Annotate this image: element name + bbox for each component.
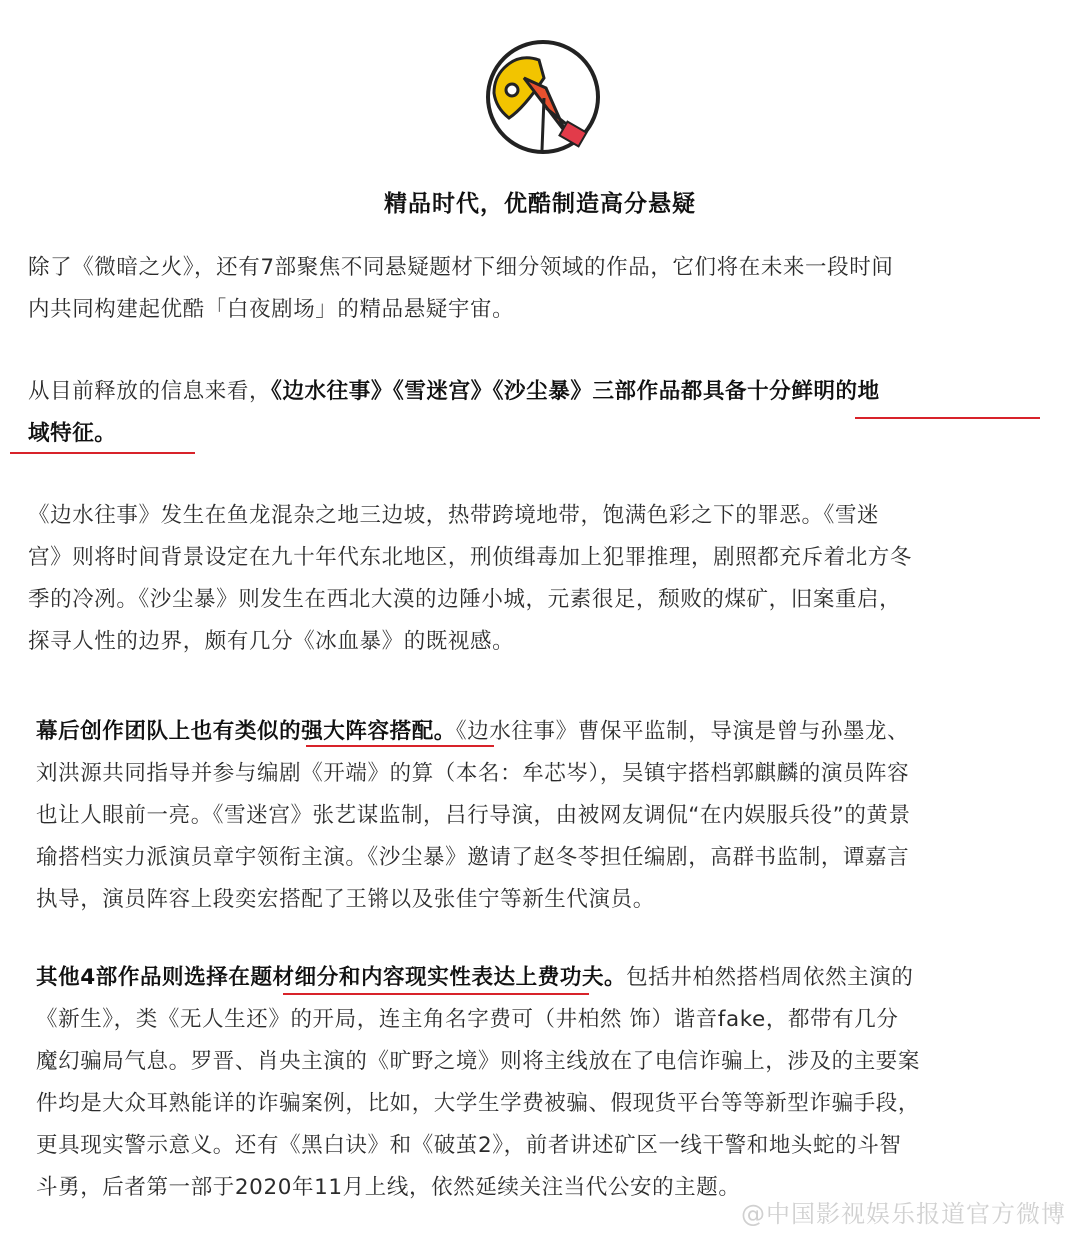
- paragraph-line: 斗勇，后者第一部于2020年11月上线，依然延续关注当代公安的主题。: [36, 1175, 741, 1200]
- paragraph-1: [28, 247, 1068, 331]
- paragraph-line: 宫》则将时间背景设定在九十年代东北地区，刑侦缉毒加上犯罪推理，剧照都充斥着北方冬: [28, 545, 913, 570]
- bold-emphasis: 域特征。: [28, 421, 117, 446]
- paragraph-line: 也让人眼前一亮。《雪迷宫》张艺谋监制，吕行导演，由被网友调侃“在内娱服兵役”的黄景: [36, 803, 911, 828]
- bold-emphasis: 幕后创作团队上也有类似的强大阵容搭配。: [36, 719, 456, 744]
- weibo-watermark: @中国影视娱乐报道官方微博: [741, 1200, 1066, 1228]
- section-heading: 精品时代，优酷制造高分悬疑: [384, 191, 696, 217]
- paragraph-line: 瑜搭档实力派演员章宇领衔主演。《沙尘暴》邀请了赵冬苓担任编剧，高群书监制，谭嘉言: [36, 845, 910, 870]
- paragraph-2: [28, 371, 1068, 455]
- paragraph-line: [36, 711, 1066, 753]
- red-underline: [306, 745, 494, 747]
- paragraph-line: 探寻人性的边界，颇有几分《冰血暴》的既视感。: [28, 629, 515, 654]
- paragraph-line: 更具现实警示意义。还有《黑白诀》和《破茧2》，前者讲述矿区一线干警和地头蛇的斗智: [36, 1133, 902, 1158]
- paragraph-line: 除了《微暗之火》，还有7部聚焦不同悬疑题材下细分领域的作品，它们将在未来一段时间: [28, 255, 894, 280]
- bold-emphasis: 其他4部作品则选择在题材细分和内容现实性表达上费功夫。: [36, 965, 627, 990]
- red-underline: [855, 417, 1040, 419]
- paragraph-4: [36, 711, 1066, 921]
- paragraph-line: 《边水往事》发生在鱼龙混杂之地三边坡，热带跨境地带，饱满色彩之下的罪恶。《雪迷: [28, 503, 880, 528]
- paragraph-text: 包括井柏然搭档周依然主演的: [626, 965, 914, 990]
- red-underline: [283, 993, 589, 995]
- paragraph-line: 内共同构建起优酷「白夜剧场」的精品悬疑宇宙。: [28, 297, 515, 322]
- paragraph-line: 季的冷冽。《沙尘暴》则发生在西北大漠的边陲小城，元素很足，颓败的煤矿，旧案重启，: [28, 587, 902, 612]
- paragraph-line: [28, 371, 1068, 413]
- bird-logo-icon: [484, 38, 602, 156]
- paragraph-line: 魔幻骗局气息。罗晋、肖央主演的《旷野之境》则将主线放在了电信诈骗上，涉及的主要案: [36, 1049, 921, 1074]
- red-underline: [10, 452, 195, 454]
- paragraph-text: 《边水往事》曹保平监制，导演是曾与孙墨龙、: [455, 719, 910, 744]
- paragraph-line: 《新生》，类《无人生还》的开局，连主角名字费可（井柏然 饰）谐音fake，都带有几分: [36, 1007, 899, 1032]
- bold-emphasis: 《边水往事》《雪迷宫》《沙尘暴》三部作品都具备十分鲜明的地: [271, 379, 880, 404]
- paragraph-line: 件均是大众耳熟能详的诈骗案例，比如，大学生学费被骗、假现货平台等等新型诈骗手段，: [36, 1091, 921, 1116]
- paragraph-text: 从目前释放的信息来看，: [28, 379, 272, 404]
- paragraph-line: 刘洪源共同指导并参与编剧《开端》的算（本名：牟芯岑），吴镇宇搭档郭麒麟的演员阵容: [36, 761, 910, 786]
- paragraph-line: 执导，演员阵容上段奕宏搭配了王锵以及张佳宁等新生代演员。: [36, 887, 655, 912]
- paragraph-3: [28, 495, 1068, 663]
